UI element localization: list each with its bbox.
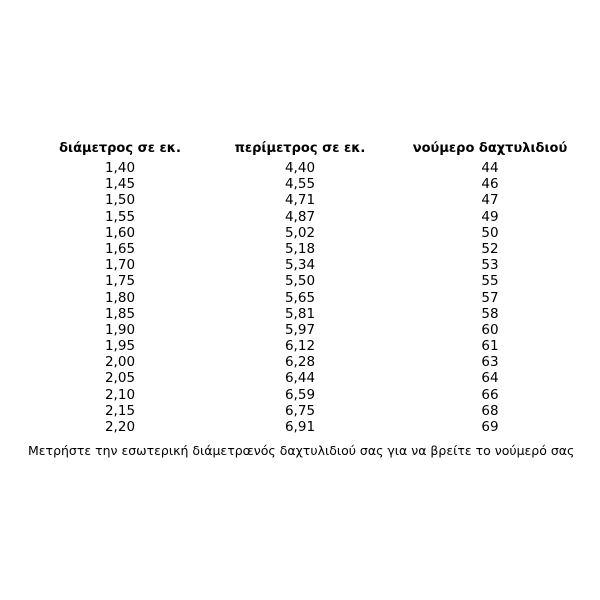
header-ring-size: νούμερο δαχτυλιδιού [412, 141, 568, 156]
diameter-cell: 1,80 [104, 289, 136, 306]
ring-size-cell: 55 [481, 273, 499, 290]
table-row [30, 338, 590, 354]
table-header-row [30, 139, 590, 159]
ring-size-cell: 49 [481, 208, 499, 225]
ring-size-cell: 44 [481, 160, 499, 176]
circumference-cell: 5,65 [284, 289, 316, 306]
ring-size-cell: 66 [481, 386, 499, 403]
table-row [30, 176, 590, 192]
header-diameter: διάμετρος σε εκ. [59, 141, 181, 156]
table-row [30, 354, 590, 370]
circumference-cell: 4,55 [284, 176, 316, 193]
ring-size-cell: 68 [481, 402, 499, 419]
table-row [30, 209, 590, 225]
table-row [30, 257, 590, 273]
ring-size-cell: 60 [481, 321, 499, 338]
ring-size-cell: 64 [481, 370, 499, 387]
diameter-cell: 1,55 [104, 208, 136, 225]
ring-size-cell: 58 [481, 305, 499, 322]
table-row [30, 370, 590, 386]
diameter-cell: 1,95 [104, 338, 136, 355]
circumference-cell: 5,18 [284, 240, 316, 257]
table-row [30, 306, 590, 322]
table-row [30, 322, 590, 338]
circumference-cell: 4,71 [284, 192, 316, 209]
circumference-cell: 4,40 [284, 160, 316, 176]
diameter-cell: 1,40 [104, 160, 136, 176]
circumference-cell: 6,44 [284, 370, 316, 387]
diameter-cell: 1,85 [104, 305, 136, 322]
ring-size-cell: 52 [481, 240, 499, 257]
diameter-cell: 2,20 [104, 419, 136, 435]
ring-size-cell: 50 [481, 224, 499, 241]
diameter-cell: 1,50 [104, 192, 136, 209]
table-row [30, 241, 590, 257]
table-row [30, 403, 590, 419]
circumference-cell: 5,34 [284, 257, 316, 274]
circumference-cell: 4,87 [284, 208, 316, 225]
circumference-cell: 6,12 [284, 338, 316, 355]
circumference-cell: 5,97 [284, 321, 316, 338]
diameter-cell: 1,65 [104, 240, 136, 257]
diameter-cell: 2,10 [104, 386, 136, 403]
ring-size-cell: 69 [481, 419, 499, 435]
table-row [30, 160, 590, 176]
table-row [30, 419, 590, 435]
diameter-cell: 1,45 [104, 176, 136, 193]
ring-size-cell: 53 [481, 257, 499, 274]
circumference-cell: 5,81 [284, 305, 316, 322]
diameter-cell: 2,15 [104, 402, 136, 419]
instruction-part-2: ενός δαχτυλιδιού σας για να βρείτε το νούμερό σας [247, 443, 575, 458]
ring-size-cell: 46 [481, 176, 499, 193]
circumference-cell: 6,28 [284, 354, 316, 371]
circumference-cell: 6,75 [284, 402, 316, 419]
table-row [30, 192, 590, 208]
ring-size-cell: 63 [481, 354, 499, 371]
circumference-cell: 6,59 [284, 386, 316, 403]
table-row [30, 290, 590, 306]
ring-size-cell: 47 [481, 192, 499, 209]
ring-size-table [30, 139, 590, 435]
ring-size-cell: 57 [481, 289, 499, 306]
diameter-cell: 2,00 [104, 354, 136, 371]
diameter-cell: 1,70 [104, 257, 136, 274]
diameter-cell: 1,60 [104, 224, 136, 241]
instruction-part-1: Μετρήστε την εσωτερική διάμετρο [28, 443, 251, 458]
circumference-cell: 6,91 [284, 419, 316, 435]
table-body [30, 160, 590, 435]
circumference-cell: 5,50 [284, 273, 316, 290]
ring-size-cell: 61 [481, 338, 499, 355]
table-row [30, 225, 590, 241]
table-row [30, 387, 590, 403]
header-circumference: περίμετρος σε εκ. [234, 141, 366, 156]
table-row [30, 273, 590, 289]
diameter-cell: 1,75 [104, 273, 136, 290]
diameter-cell: 1,90 [104, 321, 136, 338]
diameter-cell: 2,05 [104, 370, 136, 387]
circumference-cell: 5,02 [284, 224, 316, 241]
